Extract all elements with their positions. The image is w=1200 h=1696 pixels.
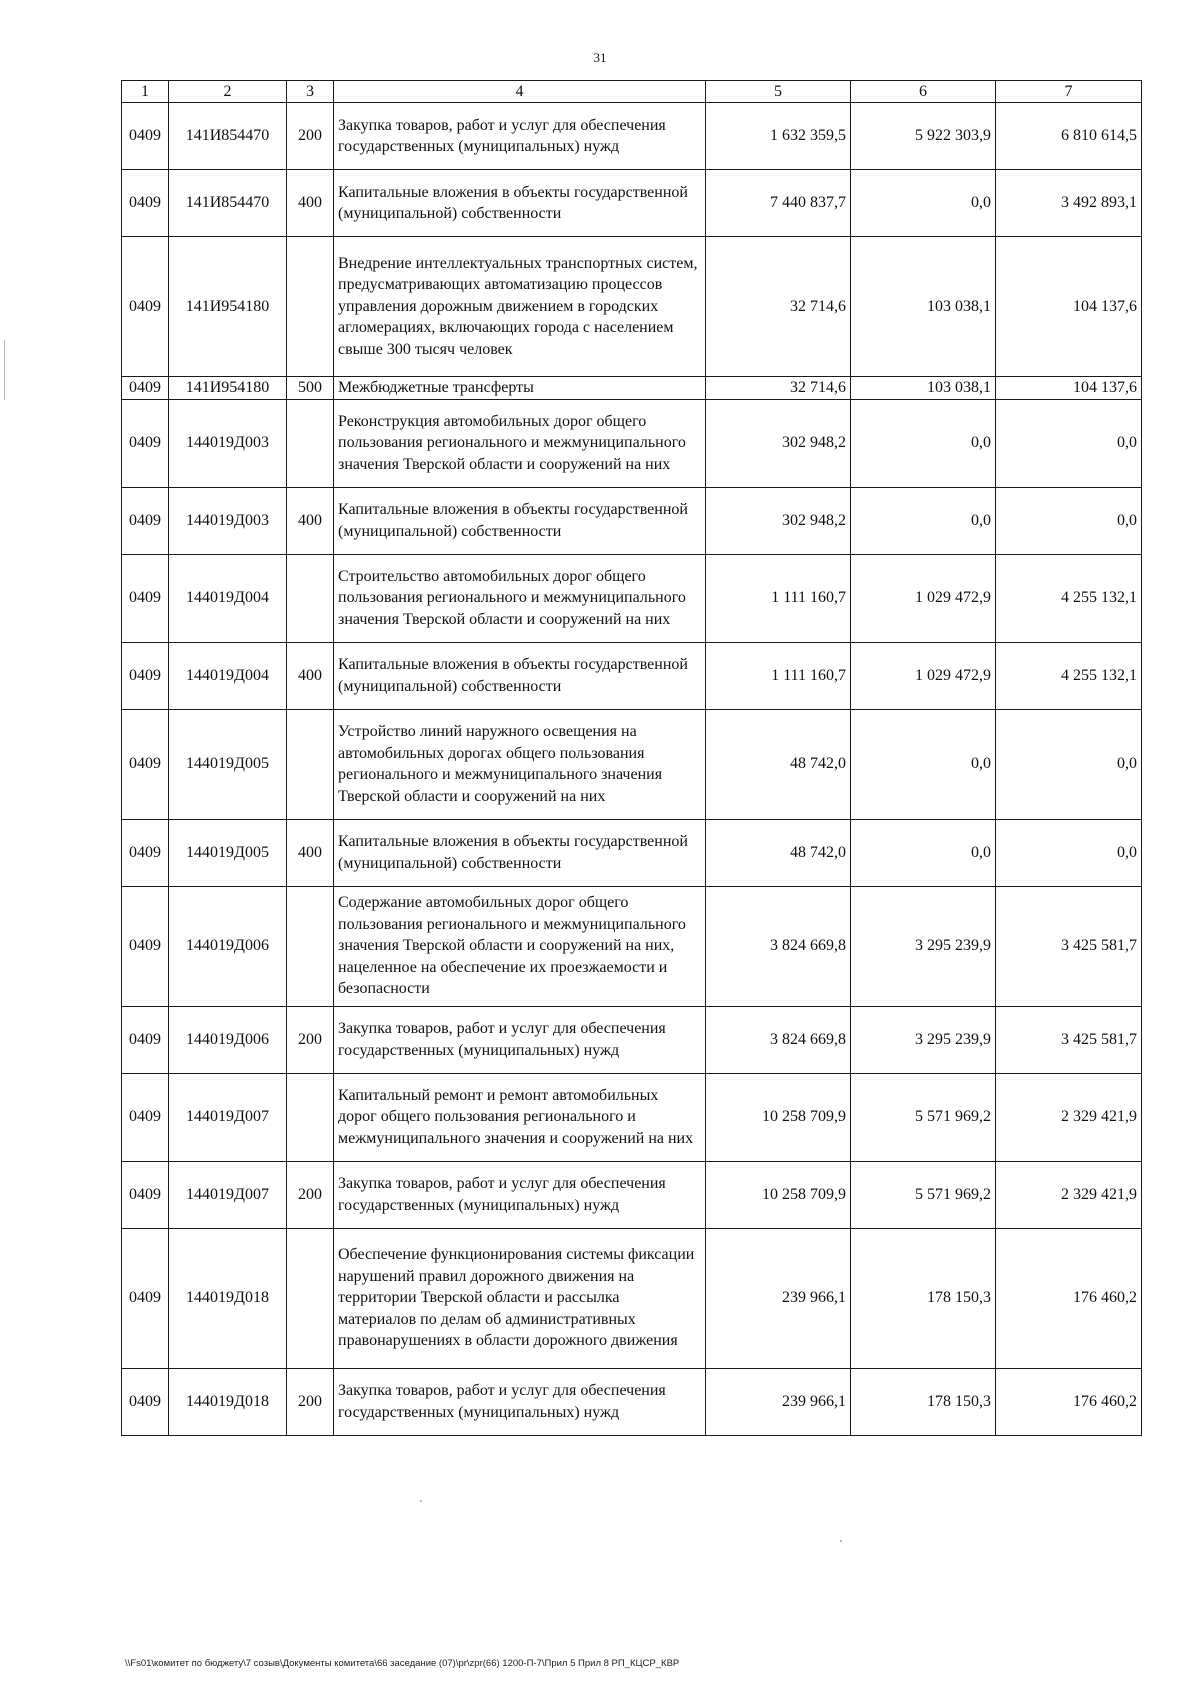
expense-type-cell — [287, 1073, 334, 1161]
column-header: 4 — [334, 81, 706, 103]
target-code-cell: 144019Д006 — [169, 886, 287, 1006]
item-name-cell: Капитальные вложения в объекты государственной (муниципальной) собственности — [334, 487, 706, 554]
amount-col6-cell: 0,0 — [851, 709, 996, 819]
item-name-cell: Содержание автомобильных дорог общего пользования регионального и межмуниципального значения Тверской области и сооружений на них, нацеленное на обеспечение их проезжаемости и безопасности — [334, 886, 706, 1006]
amount-col7-cell: 3 492 893,1 — [996, 170, 1142, 237]
amount-col6-cell: 103 038,1 — [851, 237, 996, 377]
section-code-cell: 0409 — [122, 886, 169, 1006]
section-code-cell: 0409 — [122, 819, 169, 886]
expense-type-cell — [287, 554, 334, 642]
amount-col7-cell: 4 255 132,1 — [996, 642, 1142, 709]
section-code-cell: 0409 — [122, 237, 169, 377]
amount-col5-cell: 10 258 709,9 — [706, 1161, 851, 1228]
amount-col6-cell: 1 029 472,9 — [851, 554, 996, 642]
table-row — [122, 487, 1142, 554]
file-path-footer: \\Fs01\комитет по бюджету\7 созыв\Документы комитета\66 заседание (07)\pr\zpr(66) 1200-П-7\Прил 5 Прил 8 РП_КЦСР_КВР — [125, 1658, 680, 1669]
section-code-cell: 0409 — [122, 1228, 169, 1368]
section-code-cell: 0409 — [122, 642, 169, 709]
expense-type-cell — [287, 886, 334, 1006]
amount-col5-cell: 239 966,1 — [706, 1228, 851, 1368]
amount-col5-cell: 302 948,2 — [706, 487, 851, 554]
amount-col5-cell: 3 824 669,8 — [706, 886, 851, 1006]
expense-type-cell — [287, 1228, 334, 1368]
target-code-cell: 144019Д007 — [169, 1161, 287, 1228]
target-code-cell: 144019Д005 — [169, 819, 287, 886]
amount-col6-cell: 178 150,3 — [851, 1368, 996, 1435]
item-name-cell: Капитальный ремонт и ремонт автомобильных дорог общего пользования регионального и межмуниципального значения и сооружений на них — [334, 1073, 706, 1161]
section-code-cell: 0409 — [122, 709, 169, 819]
item-name-cell: Реконструкция автомобильных дорог общего пользования регионального и межмуниципального значения Тверской области и сооружений на них — [334, 399, 706, 487]
column-header: 7 — [996, 81, 1142, 103]
expense-type-cell — [287, 399, 334, 487]
amount-col7-cell: 0,0 — [996, 487, 1142, 554]
target-code-cell: 144019Д004 — [169, 642, 287, 709]
table-body — [122, 103, 1142, 1436]
expense-type-cell: 200 — [287, 1161, 334, 1228]
budget-table — [121, 80, 1142, 1436]
amount-col6-cell: 5 571 969,2 — [851, 1161, 996, 1228]
scan-artifact — [420, 1500, 422, 1502]
amount-col7-cell: 0,0 — [996, 819, 1142, 886]
table-row — [122, 1368, 1142, 1435]
column-header: 6 — [851, 81, 996, 103]
amount-col5-cell: 1 111 160,7 — [706, 554, 851, 642]
section-code-cell: 0409 — [122, 554, 169, 642]
column-header: 1 — [122, 81, 169, 103]
column-header: 3 — [287, 81, 334, 103]
target-code-cell: 144019Д003 — [169, 487, 287, 554]
amount-col5-cell: 32 714,6 — [706, 237, 851, 377]
table-row — [122, 1073, 1142, 1161]
target-code-cell: 141И954180 — [169, 237, 287, 377]
table-row — [122, 399, 1142, 487]
target-code-cell: 144019Д018 — [169, 1228, 287, 1368]
amount-col5-cell: 1 632 359,5 — [706, 103, 851, 170]
section-code-cell: 0409 — [122, 399, 169, 487]
section-code-cell: 0409 — [122, 487, 169, 554]
expense-type-cell: 400 — [287, 819, 334, 886]
item-name-cell: Закупка товаров, работ и услуг для обеспечения государственных (муниципальных) нужд — [334, 1161, 706, 1228]
column-number-row — [122, 81, 1142, 103]
section-code-cell: 0409 — [122, 1161, 169, 1228]
amount-col7-cell: 104 137,6 — [996, 237, 1142, 377]
item-name-cell: Закупка товаров, работ и услуг для обеспечения государственных (муниципальных) нужд — [334, 1368, 706, 1435]
amount-col6-cell: 0,0 — [851, 170, 996, 237]
item-name-cell: Межбюджетные трансферты — [334, 377, 706, 400]
item-name-cell: Внедрение интеллектуальных транспортных систем, предусматривающих автоматизацию процессов управления дорожным движением в городских агломерациях, включающих города с населением свыше 300 тысяч человек — [334, 237, 706, 377]
amount-col7-cell: 4 255 132,1 — [996, 554, 1142, 642]
table-row — [122, 819, 1142, 886]
amount-col6-cell: 103 038,1 — [851, 377, 996, 400]
item-name-cell: Строительство автомобильных дорог общего пользования регионального и межмуниципального значения Тверской области и сооружений на них — [334, 554, 706, 642]
amount-col5-cell: 7 440 837,7 — [706, 170, 851, 237]
expense-type-cell — [287, 709, 334, 819]
amount-col5-cell: 48 742,0 — [706, 819, 851, 886]
amount-col6-cell: 3 295 239,9 — [851, 886, 996, 1006]
table-row — [122, 886, 1142, 1006]
expense-type-cell — [287, 237, 334, 377]
amount-col6-cell: 1 029 472,9 — [851, 642, 996, 709]
amount-col7-cell: 176 460,2 — [996, 1228, 1142, 1368]
table-row — [122, 642, 1142, 709]
table-row — [122, 709, 1142, 819]
amount-col5-cell: 1 111 160,7 — [706, 642, 851, 709]
target-code-cell: 144019Д018 — [169, 1368, 287, 1435]
expense-type-cell: 200 — [287, 1368, 334, 1435]
amount-col7-cell: 2 329 421,9 — [996, 1161, 1142, 1228]
amount-col5-cell: 239 966,1 — [706, 1368, 851, 1435]
item-name-cell: Капитальные вложения в объекты государственной (муниципальной) собственности — [334, 642, 706, 709]
section-code-cell: 0409 — [122, 1006, 169, 1073]
amount-col7-cell: 3 425 581,7 — [996, 886, 1142, 1006]
amount-col5-cell: 48 742,0 — [706, 709, 851, 819]
section-code-cell: 0409 — [122, 377, 169, 400]
target-code-cell: 144019Д005 — [169, 709, 287, 819]
column-header: 5 — [706, 81, 851, 103]
table-row — [122, 237, 1142, 377]
expense-type-cell: 200 — [287, 103, 334, 170]
target-code-cell: 144019Д006 — [169, 1006, 287, 1073]
amount-col6-cell: 0,0 — [851, 819, 996, 886]
table-row — [122, 377, 1142, 400]
expense-type-cell: 400 — [287, 487, 334, 554]
amount-col6-cell: 0,0 — [851, 487, 996, 554]
table-row — [122, 554, 1142, 642]
amount-col6-cell: 3 295 239,9 — [851, 1006, 996, 1073]
amount-col5-cell: 302 948,2 — [706, 399, 851, 487]
target-code-cell: 141И854470 — [169, 170, 287, 237]
page-number: 31 — [593, 50, 607, 65]
amount-col5-cell: 3 824 669,8 — [706, 1006, 851, 1073]
amount-col6-cell: 178 150,3 — [851, 1228, 996, 1368]
expense-type-cell: 400 — [287, 642, 334, 709]
section-code-cell: 0409 — [122, 1368, 169, 1435]
target-code-cell: 144019Д003 — [169, 399, 287, 487]
expense-type-cell: 200 — [287, 1006, 334, 1073]
table-row — [122, 170, 1142, 237]
table-row — [122, 1006, 1142, 1073]
table-row — [122, 103, 1142, 170]
amount-col7-cell: 3 425 581,7 — [996, 1006, 1142, 1073]
amount-col7-cell: 176 460,2 — [996, 1368, 1142, 1435]
amount-col6-cell: 0,0 — [851, 399, 996, 487]
amount-col7-cell: 0,0 — [996, 399, 1142, 487]
table-row — [122, 1161, 1142, 1228]
expense-type-cell: 400 — [287, 170, 334, 237]
amount-col6-cell: 5 571 969,2 — [851, 1073, 996, 1161]
amount-col7-cell: 0,0 — [996, 709, 1142, 819]
section-code-cell: 0409 — [122, 103, 169, 170]
target-code-cell: 144019Д007 — [169, 1073, 287, 1161]
scan-artifact — [4, 340, 5, 400]
expense-type-cell: 500 — [287, 377, 334, 400]
item-name-cell: Устройство линий наружного освещения на автомобильных дорогах общего пользования регионального и межмуниципального значения Тверской области и сооружений на них — [334, 709, 706, 819]
amount-col7-cell: 2 329 421,9 — [996, 1073, 1142, 1161]
target-code-cell: 144019Д004 — [169, 554, 287, 642]
amount-col7-cell: 104 137,6 — [996, 377, 1142, 400]
item-name-cell: Закупка товаров, работ и услуг для обеспечения государственных (муниципальных) нужд — [334, 1006, 706, 1073]
amount-col5-cell: 32 714,6 — [706, 377, 851, 400]
amount-col6-cell: 5 922 303,9 — [851, 103, 996, 170]
amount-col7-cell: 6 810 614,5 — [996, 103, 1142, 170]
section-code-cell: 0409 — [122, 1073, 169, 1161]
amount-col5-cell: 10 258 709,9 — [706, 1073, 851, 1161]
table-row — [122, 1228, 1142, 1368]
column-header: 2 — [169, 81, 287, 103]
item-name-cell: Обеспечение функционирования системы фиксации нарушений правил дорожного движения на территории Тверской области и рассылка материалов по делам об административных правонарушениях в области дорожного движения — [334, 1228, 706, 1368]
item-name-cell: Капитальные вложения в объекты государственной (муниципальной) собственности — [334, 170, 706, 237]
item-name-cell: Закупка товаров, работ и услуг для обеспечения государственных (муниципальных) нужд — [334, 103, 706, 170]
section-code-cell: 0409 — [122, 170, 169, 237]
item-name-cell: Капитальные вложения в объекты государственной (муниципальной) собственности — [334, 819, 706, 886]
target-code-cell: 141И954180 — [169, 377, 287, 400]
target-code-cell: 141И854470 — [169, 103, 287, 170]
scan-artifact — [840, 1540, 842, 1542]
